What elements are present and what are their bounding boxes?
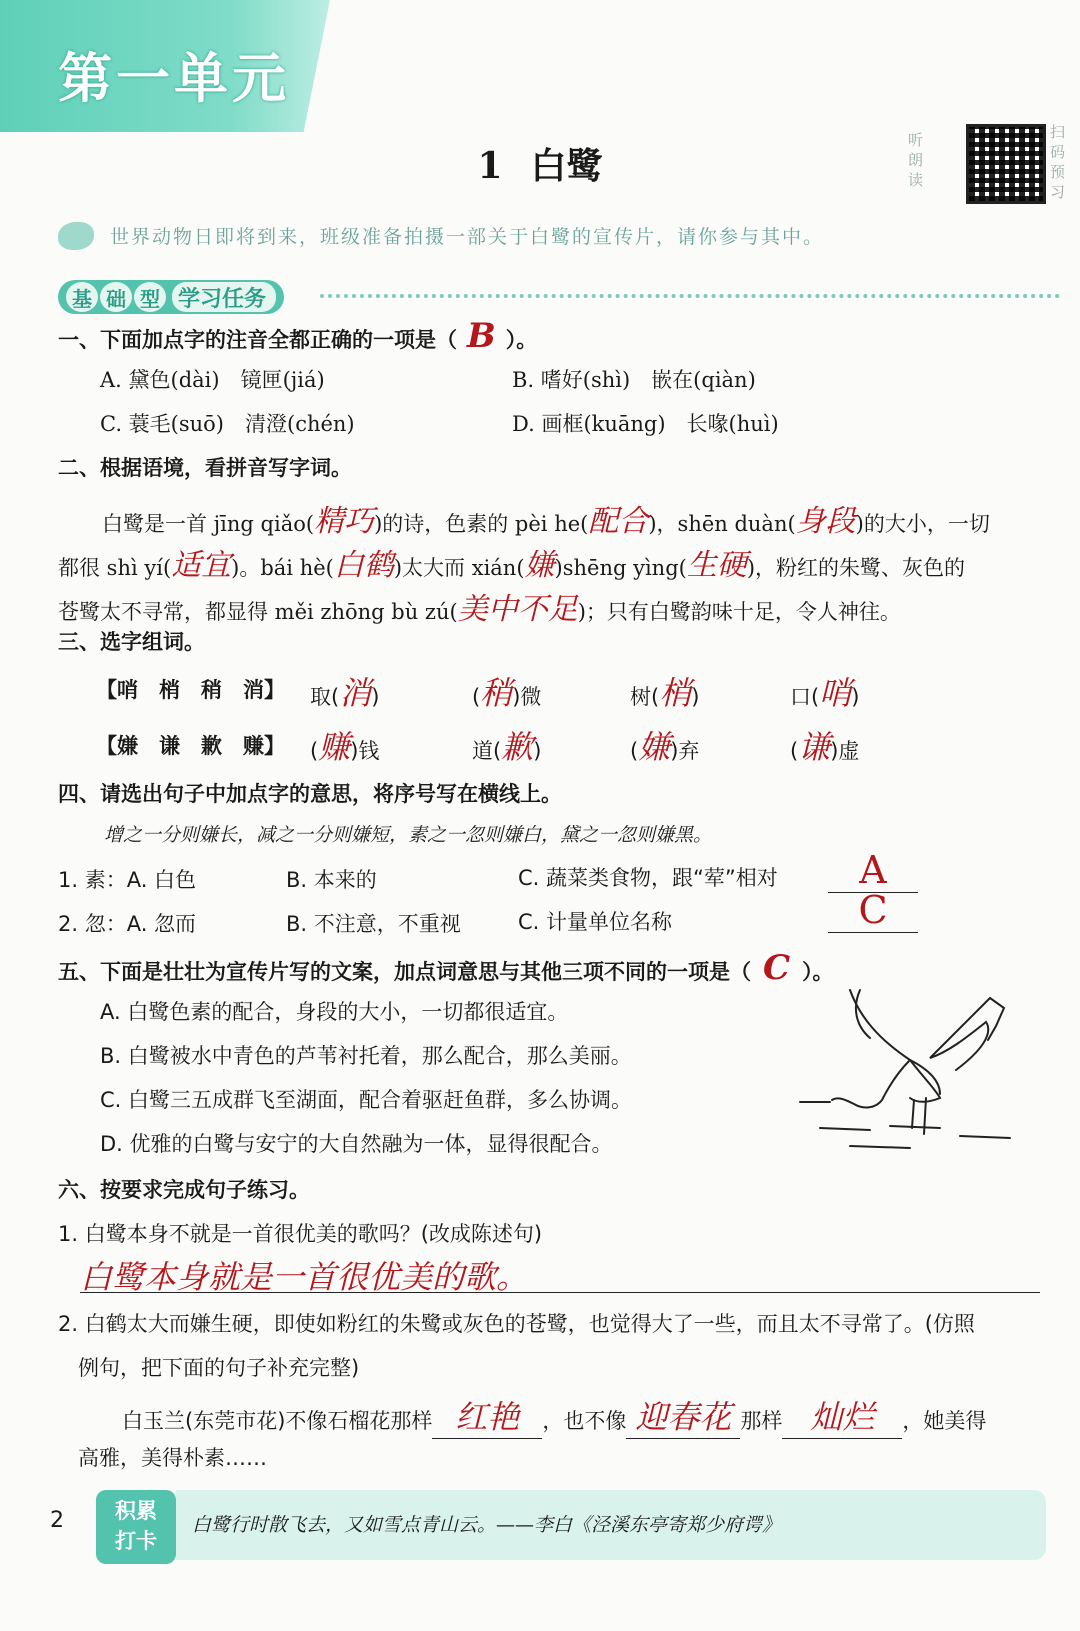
q1-option-d: D. 画框(kuāng) 长喙(huì) <box>512 412 779 436</box>
q3-text: 道( <box>472 739 502 763</box>
q4-answer-2[interactable]: C <box>828 888 918 933</box>
q3-group-2: 【嫌 谦 歉 赚】 <box>96 734 285 758</box>
q6-s2a: 2. 白鹤太大而嫌生硬，即使如粉红的朱鹭或灰色的苍鹭，也觉得大了一些，而且太不寻常了。(仿照 <box>58 1312 975 1336</box>
q6-line-4: 高雅，美得朴素…… <box>78 1446 267 1470</box>
q1-option-c: C. 蓑毛(suō) 清澄(chén) <box>100 412 355 436</box>
qr-left-label: 听朗读 <box>908 131 924 189</box>
q2-text: 苍鹭太不寻常，都显得 měi zhōng bù zú( <box>58 600 458 624</box>
q2-text: 都很 shì yí( <box>58 556 172 580</box>
q3-text: ( <box>630 739 639 763</box>
egret-illustration <box>790 978 1030 1168</box>
q6-answer-1[interactable]: 白鹭本身就是一首很优美的歌。 <box>80 1252 1040 1293</box>
footer-badge-line: 打卡 <box>115 1529 157 1553</box>
q5-option-c: C. 白鹭三五成群飞至湖面，配合着驱赶鱼群，多么协调。 <box>100 1088 633 1112</box>
q3-group-1: 【哨 梢 稍 消】 <box>96 678 285 702</box>
q6-s1: 1. 白鹭本身不就是一首很优美的歌吗？(改成陈述句) <box>58 1222 543 1246</box>
footer-badge <box>96 1490 176 1564</box>
q6-answer[interactable]: 灿烂 <box>782 1392 902 1439</box>
q3-item <box>790 668 859 714</box>
q1-stem-text: 一、下面加点字的注音全都正确的一项是（ <box>58 328 457 352</box>
q4-r1-b: B. 本来的 <box>286 868 377 892</box>
q3-answer: 稍 <box>480 674 513 712</box>
q5-stem-text: 五、下面是壮壮为宣传片写的文案，加点词意思与其他三项不同的一项是（ <box>58 960 751 984</box>
q1-answer: B <box>467 316 496 356</box>
q1-stem <box>58 316 537 356</box>
q6-answer[interactable]: 迎春花 <box>626 1392 740 1439</box>
q3-text: )弃 <box>670 739 700 763</box>
q3-answer: 消 <box>339 674 372 712</box>
q5-answer: C <box>763 948 791 988</box>
intro-text: 世界动物日即将到来，班级准备拍摄一部关于白鹭的宣传片，请你参与其中。 <box>110 226 825 248</box>
q1-option-a: A. 黛色(dài) 镜匣(jiá) <box>100 368 325 392</box>
q5-option-b: B. 白鹭被水中青色的芦苇衬托着，那么配合，那么美丽。 <box>100 1044 632 1068</box>
q4-r1-c: C. 蔬菜类食物，跟“荤”相对 <box>518 866 778 890</box>
q5-stem <box>58 948 834 988</box>
q2-answer: 白鹤 <box>333 548 394 583</box>
q4-r2-c: C. 计量单位名称 <box>518 910 673 934</box>
q3-text: ( <box>310 739 319 763</box>
q3-answer: 赚 <box>318 728 351 766</box>
q4-r2-a: 2. 忽：A. 忽而 <box>58 912 197 936</box>
q3-text: )钱 <box>350 739 380 763</box>
q2-text: )太大而 xián( <box>393 556 525 580</box>
q2-stem: 二、根据语境，看拼音写字词。 <box>58 456 352 480</box>
q3-text: ( <box>790 739 799 763</box>
q2-answer: 生硬 <box>686 548 747 583</box>
bird-icon <box>58 222 94 250</box>
unit-title: 第一单元 <box>58 46 290 110</box>
q2-line-2 <box>58 540 965 584</box>
q3-answer: 梢 <box>659 674 692 712</box>
q3-text: 口( <box>790 685 820 709</box>
tag-pill: 基 <box>66 282 98 312</box>
q2-text: )的诗，色素的 pèi he( <box>374 512 589 536</box>
q6-text: ，也不像 <box>542 1409 627 1433</box>
q3-stem: 三、选字组词。 <box>58 630 205 654</box>
tag-pill: 型 <box>134 282 166 312</box>
q4-answer-1[interactable]: A <box>828 848 918 893</box>
q6-answer[interactable]: 红艳 <box>432 1392 542 1439</box>
q4-r2-b: B. 不注意，不重视 <box>286 912 461 936</box>
tag-pill: 础 <box>100 282 132 312</box>
q2-text: )，shēn duàn( <box>648 512 796 536</box>
q4-r1-a: 1. 素：A. 白色 <box>58 868 197 892</box>
q2-text: )的大小，一切 <box>855 512 990 536</box>
lesson-number: 1 <box>477 145 503 187</box>
page-number: 2 <box>50 1508 64 1533</box>
q6-text: 那样 <box>740 1409 783 1433</box>
lesson-name: 白鹭 <box>530 145 603 187</box>
q3-text: ) <box>691 685 700 709</box>
q3-text: )微 <box>512 685 542 709</box>
q2-text: 白鹭是一首 jīng qiǎo( <box>102 512 315 536</box>
q1-option-b: B. 嗜好(shì) 嵌在(qiàn) <box>512 368 756 392</box>
q2-answer: 适宜 <box>171 548 232 583</box>
q6-text: ，她美得 <box>902 1409 987 1433</box>
q4-stem: 四、请选出句子中加点字的意思，将序号写在横线上。 <box>58 782 562 806</box>
q5-option-d: D. 优雅的白鹭与安宁的大自然融为一体，显得很配合。 <box>100 1132 613 1156</box>
q2-text: )shēng yìng( <box>554 556 687 580</box>
q4-sentence: 增之一分则嫌长，减之一分则嫌短，素之一忽则嫌白，黛之一忽则嫌黑。 <box>104 824 713 846</box>
q3-item <box>630 722 699 768</box>
q5-option-a: A. 白鹭色素的配合，身段的大小，一切都很适宜。 <box>100 1000 569 1024</box>
q3-item <box>790 722 859 768</box>
q3-answer: 谦 <box>798 728 831 766</box>
q3-item <box>630 668 699 714</box>
q2-text: )。bái hè( <box>231 556 334 580</box>
q2-answer: 嫌 <box>524 548 555 583</box>
q6-line-3 <box>122 1392 986 1439</box>
q5-stem-end: ）。 <box>802 960 834 984</box>
q3-item <box>310 722 379 768</box>
q3-text: ) <box>851 685 860 709</box>
q2-text: )；只有白鹭韵味十足，令人神往。 <box>577 600 901 624</box>
qr-code[interactable] <box>966 124 1046 204</box>
tag-main: 学习任务 <box>172 282 276 312</box>
section-tag <box>58 280 284 314</box>
q3-item <box>310 668 379 714</box>
q3-item <box>472 722 541 768</box>
q3-text: 树( <box>630 685 660 709</box>
footer-badge-line: 积累 <box>115 1499 157 1523</box>
q3-item <box>472 668 541 714</box>
q3-text: ( <box>472 685 481 709</box>
footer-quote: 白鹭行时散飞去，又如雪点青山云。——李白《泾溪东亭寄郑少府谔》 <box>192 1514 782 1536</box>
q6-s2b: 例句，把下面的句子补充完整) <box>78 1356 360 1380</box>
q2-answer: 身段 <box>795 504 856 539</box>
q1-stem-end: ）。 <box>505 328 538 352</box>
q3-text: ) <box>533 739 542 763</box>
q3-answer: 嫌 <box>638 728 671 766</box>
q2-line-3 <box>58 584 901 628</box>
q6-stem: 六、按要求完成句子练习。 <box>58 1178 310 1202</box>
q3-text: 取( <box>310 685 340 709</box>
q2-text: )，粉红的朱鹭、灰色的 <box>746 556 966 580</box>
q3-text: )虚 <box>830 739 860 763</box>
q2-answer: 精巧 <box>314 504 375 539</box>
q3-text: ) <box>371 685 380 709</box>
q2-answer: 美中不足 <box>457 592 578 627</box>
dotted-divider <box>320 294 1060 298</box>
q2-answer: 配合 <box>588 504 649 539</box>
q3-answer: 歉 <box>501 728 534 766</box>
q6-text: 白玉兰(东莞市花)不像石榴花那样 <box>122 1409 433 1433</box>
qr-right-label: 扫码预习 <box>1050 123 1066 201</box>
q2-line-1 <box>102 496 990 540</box>
q3-answer: 哨 <box>819 674 852 712</box>
